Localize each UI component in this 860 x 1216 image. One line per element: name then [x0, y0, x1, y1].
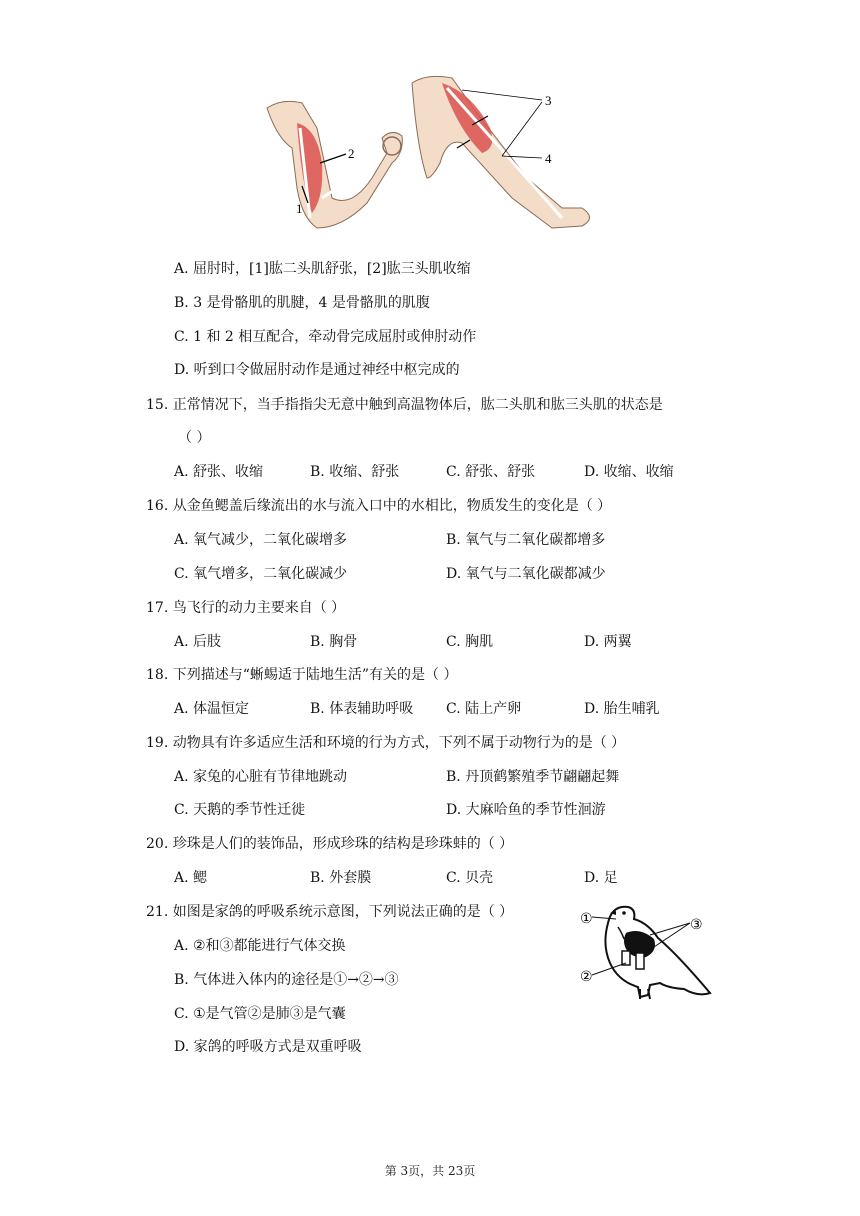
q21-option-c: C. ①是气管②是肺③是气囊 [174, 1006, 346, 1022]
arm-label-1: 1 [296, 201, 303, 216]
q19-option-b: B. 丹顶鹤繁殖季节翩翩起舞 [446, 769, 620, 785]
pigeon-label-2: ② [580, 969, 593, 985]
q19-option-c: C. 天鹅的季节性迁徙 [174, 802, 306, 818]
q17-option-c: C. 胸肌 [446, 634, 494, 650]
q15-blank: （ ） [178, 430, 211, 446]
arm-muscle-figure [262, 68, 612, 243]
q21-option-d: D. 家鸽的呼吸方式是双重呼吸 [174, 1039, 362, 1055]
q16-option-c: C. 氧气增多，二氧化碳减少 [174, 566, 348, 582]
pigeon-respiratory-figure [578, 893, 718, 1005]
q17-stem: 17. 鸟飞行的动力主要来自（ ） [146, 600, 346, 616]
arm-label-3: 3 [545, 93, 552, 108]
q20-option-c: C. 贝壳 [446, 870, 494, 886]
q17-option-b: B. 胸骨 [310, 634, 358, 650]
pigeon-label-3: ③ [690, 917, 703, 933]
q19-option-a: A. 家兔的心脏有节律地跳动 [174, 769, 348, 785]
q15-stem: 15. 正常情况下，当手指指尖无意中触到高温物体后，肱二头肌和肱三头肌的状态是 [146, 397, 663, 413]
q18-option-b: B. 体表辅助呼吸 [310, 701, 414, 717]
q19-stem: 19. 动物具有许多适应生活和环境的行为方式，下列不属于动物行为的是（ ） [146, 735, 626, 751]
q15-option-a: A. 舒张、收缩 [174, 464, 264, 480]
arm-label-4: 4 [545, 151, 552, 166]
q16-option-d: D. 氧气与二氧化碳都减少 [446, 566, 606, 582]
q21-stem: 21. 如图是家鸽的呼吸系统示意图，下列说法正确的是（ ） [146, 904, 514, 920]
q15-option-d: D. 收缩、收缩 [584, 464, 674, 480]
arm-label-2: 2 [348, 146, 355, 161]
q21-option-b: B. 气体进入体内的途径是①→②→③ [174, 972, 399, 988]
q20-option-a: A. 鳃 [174, 870, 208, 886]
pigeon-label-1: ① [580, 911, 593, 927]
q16-option-a: A. 氧气减少，二氧化碳增多 [174, 532, 348, 548]
q20-stem: 20. 珍珠是人们的装饰品，形成珍珠的结构是珍珠蚌的（ ） [146, 836, 514, 852]
q14-option-d: D. 听到口令做屈肘动作是通过神经中枢完成的 [174, 362, 460, 378]
q15-option-c: C. 舒张、舒张 [446, 464, 536, 480]
q18-option-c: C. 陆上产卵 [446, 701, 522, 717]
q16-stem: 16. 从金鱼鳃盖后缘流出的水与流入口中的水相比，物质发生的变化是（ ） [146, 498, 612, 514]
q14-option-c: C. 1 和 2 相互配合，牵动骨完成屈肘或伸肘动作 [174, 329, 477, 345]
q18-stem: 18. 下列描述与“蜥蜴适于陆地生活”有关的是（ ） [146, 667, 458, 683]
q15-option-b: B. 收缩、舒张 [310, 464, 400, 480]
q19-option-d: D. 大麻哈鱼的季节性洄游 [446, 802, 606, 818]
q21-option-a: A. ②和③都能进行气体交换 [174, 938, 346, 954]
q18-option-d: D. 胎生哺乳 [584, 701, 660, 717]
q20-option-d: D. 足 [584, 870, 618, 886]
q14-option-a: A. 屈肘时，[1]肱二头肌舒张，[2]肱三头肌收缩 [174, 261, 471, 277]
q16-option-b: B. 氧气与二氧化碳都增多 [446, 532, 606, 548]
q17-option-d: D. 两翼 [584, 634, 632, 650]
q18-option-a: A. 体温恒定 [174, 701, 250, 717]
page-footer: 第 3页，共 23页 [384, 1164, 476, 1178]
q17-option-a: A. 后肢 [174, 634, 222, 650]
q20-option-b: B. 外套膜 [310, 870, 372, 886]
q14-option-b: B. 3 是骨骼肌的肌腱，4 是骨骼肌的肌腹 [174, 295, 430, 311]
